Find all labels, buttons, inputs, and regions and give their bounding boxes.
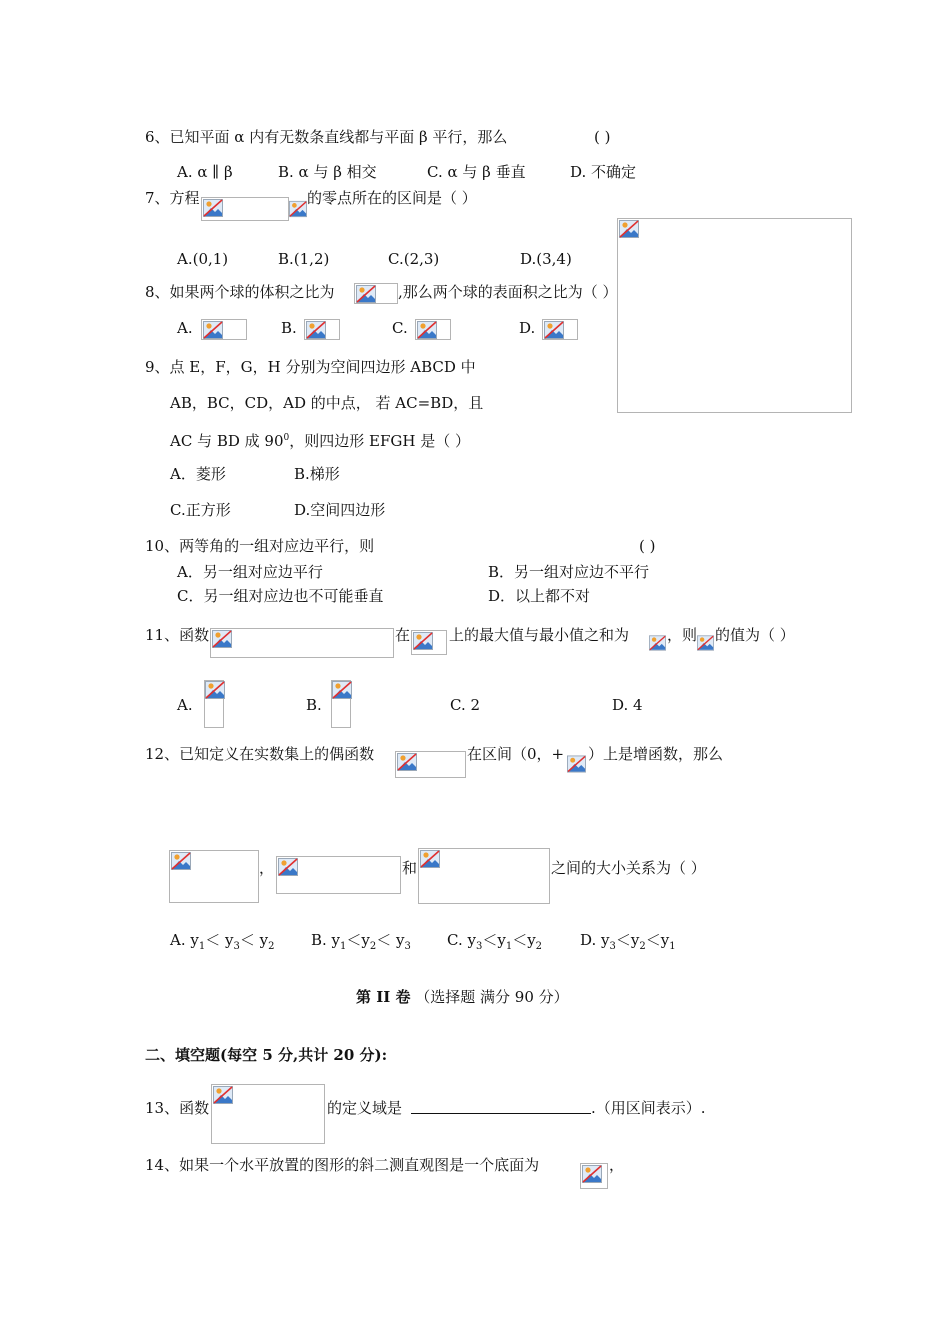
q6-stem: 6、已知平面 α 内有无数条直线都与平面 β 平行，那么 [145, 128, 508, 146]
q7-equation-image-tail [289, 200, 307, 218]
q8-ratio-image [354, 283, 398, 304]
q11-stem-in: 在 [395, 626, 411, 644]
q14-comma: ， [609, 1156, 625, 1174]
q7-stem-start: 7、方程 [145, 189, 200, 207]
q8-option-a-label: A. [177, 319, 193, 337]
q10-option-a: A．另一组对应边平行 [177, 563, 323, 581]
q7-option-b: B.(1,2) [278, 250, 330, 268]
q8-stem-start: 8、如果两个球的体积之比为 [145, 283, 335, 301]
q9-figure-image [617, 218, 852, 413]
q12-comma: ， [259, 859, 275, 877]
q6-option-b: B. α 与 β 相交 [278, 163, 377, 181]
q7-equation-image [201, 197, 289, 221]
section2-heading: 二、填空题(每空 5 分,共计 20 分): [145, 1046, 388, 1064]
q13-answer-blank[interactable] [411, 1098, 591, 1119]
q12-stem-tail: 之间的大小关系为（ ） [551, 859, 706, 877]
q13-stem-start: 13、函数 [145, 1099, 210, 1117]
part2-title: 第 II 卷 [356, 988, 411, 1006]
part2-subtitle: （选择题 满分 90 分） [415, 988, 569, 1006]
q11-stem-then: ，则 [667, 626, 698, 644]
q11-interval-image [411, 630, 447, 655]
q8-option-b-label: B. [281, 319, 297, 337]
q11-option-a-image [204, 680, 224, 728]
q11-function-image [210, 628, 394, 658]
q9-option-d: D.空间四边形 [294, 501, 386, 519]
q11-sum-image [649, 634, 666, 652]
q11-option-d: D. 4 [612, 696, 643, 714]
q11-stem-sum: 上的最大值与最小值之和为 [449, 626, 630, 644]
q9-option-a: A．菱形 [170, 465, 226, 483]
q10-bracket: ( ) [639, 537, 656, 555]
q6-option-d: D. 不确定 [570, 163, 637, 181]
q8-option-d-image [542, 319, 578, 340]
q12-option-d: D. $y_3<y_2<y_1$ [580, 931, 676, 952]
q8-option-c-image [415, 319, 451, 340]
q7-option-c: C.(2,3) [388, 250, 440, 268]
q12-y3-image [418, 848, 550, 904]
q7-option-d: D.(3,4) [520, 250, 572, 268]
q9-line-2: AB，BC，CD，AD 的中点， 若 AC=BD，且 [170, 394, 484, 412]
q12-infinity-image [567, 755, 586, 773]
q12-option-c: C. $y_3<y_1<y_2$ [447, 931, 543, 952]
q6-option-c: C. α 与 β 垂直 [427, 163, 526, 181]
q11-variable-image [697, 634, 714, 652]
q8-option-a-image [201, 319, 247, 340]
q11-option-c: C. 2 [450, 696, 481, 714]
q12-function-image [395, 751, 466, 778]
q11-option-a-label: A. [177, 696, 193, 714]
q8-option-c-label: C. [392, 319, 408, 337]
q8-option-d-label: D. [519, 319, 536, 337]
q14-angle-image [580, 1163, 608, 1189]
q12-stem-interval: 在区间（0，+ [467, 745, 565, 763]
q12-option-b: B. $y_1<y_2< y_3$ [311, 931, 411, 952]
q9-line-3: AC 与 BD 成 $90^0$，则四边形 EFGH 是（ ） [170, 432, 470, 450]
q10-option-d: D．以上都不对 [488, 587, 591, 605]
q9-line-1: 9、点 E，F，G，H 分别为空间四边形 ABCD 中 [145, 358, 476, 376]
q10-option-b: B．另一组对应边不平行 [488, 563, 650, 581]
q10-option-c: C．另一组对应边也不可能垂直 [177, 587, 384, 605]
q7-stem-end: 的零点所在的区间是（ ） [307, 189, 477, 207]
q6-option-a: A. α ∥ β [177, 163, 233, 181]
q12-and: 和 [402, 859, 418, 877]
q13-stem-end: .（用区间表示）. [591, 1099, 706, 1117]
q11-stem-end: 的值为（ ） [715, 626, 795, 644]
q10-stem: 10、两等角的一组对应边平行，则 [145, 537, 375, 555]
q12-stem-start: 12、已知定义在实数集上的偶函数 [145, 745, 375, 763]
q14-stem-start: 14、如果一个水平放置的图形的斜二测直观图是一个底面为 [145, 1156, 540, 1174]
q12-option-a: A. $y_1< y_3< y_2$ [170, 931, 275, 952]
q12-stem-end: ）上是增函数，那么 [588, 745, 724, 763]
part2-header [356, 987, 569, 1007]
q8-stem-end: ,那么两个球的表面积之比为（ ） [398, 283, 618, 301]
q7-option-a: A.(0,1) [177, 250, 229, 268]
q9-option-b: B.梯形 [294, 465, 340, 483]
q13-stem-mid: 的定义域是 [327, 1099, 403, 1117]
q11-option-b-image [331, 680, 351, 728]
q11-option-b-label: B. [306, 696, 322, 714]
q6-bracket: ( ) [594, 128, 611, 146]
q12-y1-image [169, 850, 259, 903]
q8-option-b-image [304, 319, 340, 340]
q11-stem-start: 11、函数 [145, 626, 210, 644]
q9-option-c: C.正方形 [170, 501, 231, 519]
q13-function-image [211, 1084, 325, 1144]
q12-y2-image [276, 856, 401, 894]
